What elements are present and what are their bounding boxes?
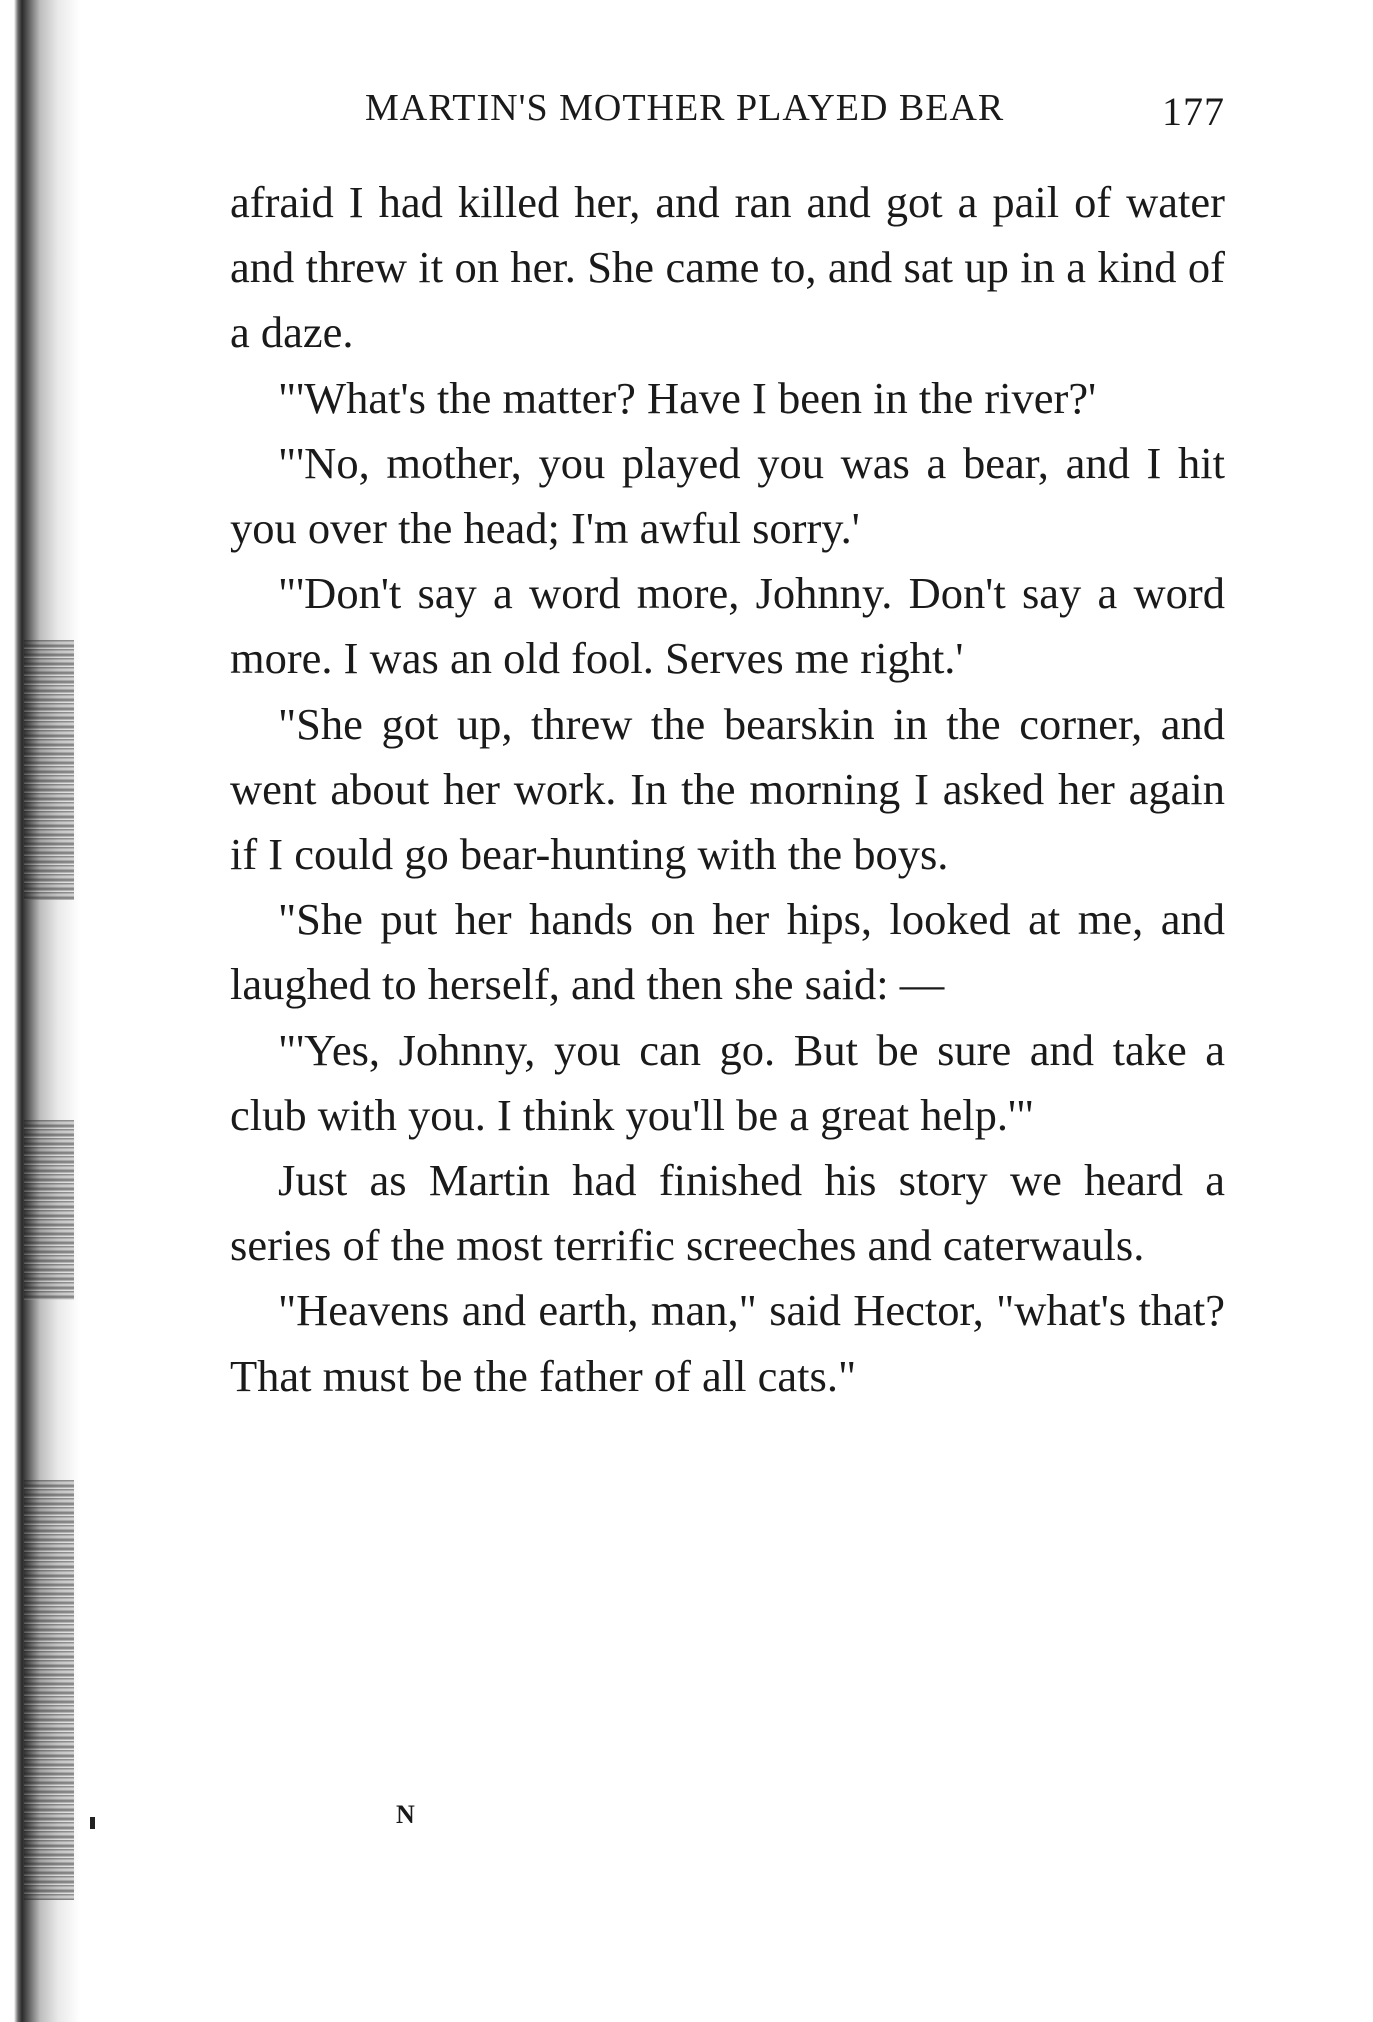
binding-shadow [24,1480,74,1900]
paragraph: "'What's the matter? Have I been in the river?' [278,372,1097,423]
paragraph: "'No, mother, you played you was a bear, and I hit you over the head; I'm awful sorry.' [230,437,1225,554]
binding-shadow [24,1120,74,1300]
paragraph: "She got up, threw the bearskin in the corner, and went about her work. In the morning I asked her again if I could go bear-hunting with the boys. [230,698,1225,880]
paragraph: "'Don't say a word more, Johnny. Don't say a word more. I was an old fool. Serves me right.' [230,568,1225,684]
page-header [230,86,1225,136]
signature-mark: N [396,1800,415,1829]
margin-speck [90,1817,95,1829]
running-head: MARTIN'S MOTHER PLAYED BEAR [365,87,1005,129]
body-text [230,170,1225,1409]
page-number: 177 [1162,89,1225,134]
paragraph: afraid I had killed her, and ran and got a pail of water and threw it on her. She came to, and sat up in a kind of a daze. [230,177,1225,358]
page-binding-edge [0,0,95,2022]
paragraph: "She put her hands on her hips, looked at me, and laughed to herself, and then she said: — [230,894,1225,1010]
binding-shadow [24,640,74,900]
paragraph: Just as Martin had finished his story we heard a series of the most terrific screeches and caterwauls. [230,1155,1225,1271]
paragraph: "'Yes, Johnny, you can go. But be sure and take a club with you. I think you'll be a great help.'" [230,1024,1225,1140]
paragraph: "Heavens and earth, man," said Hector, "what's that? That must be the father of all cats." [230,1285,1225,1401]
